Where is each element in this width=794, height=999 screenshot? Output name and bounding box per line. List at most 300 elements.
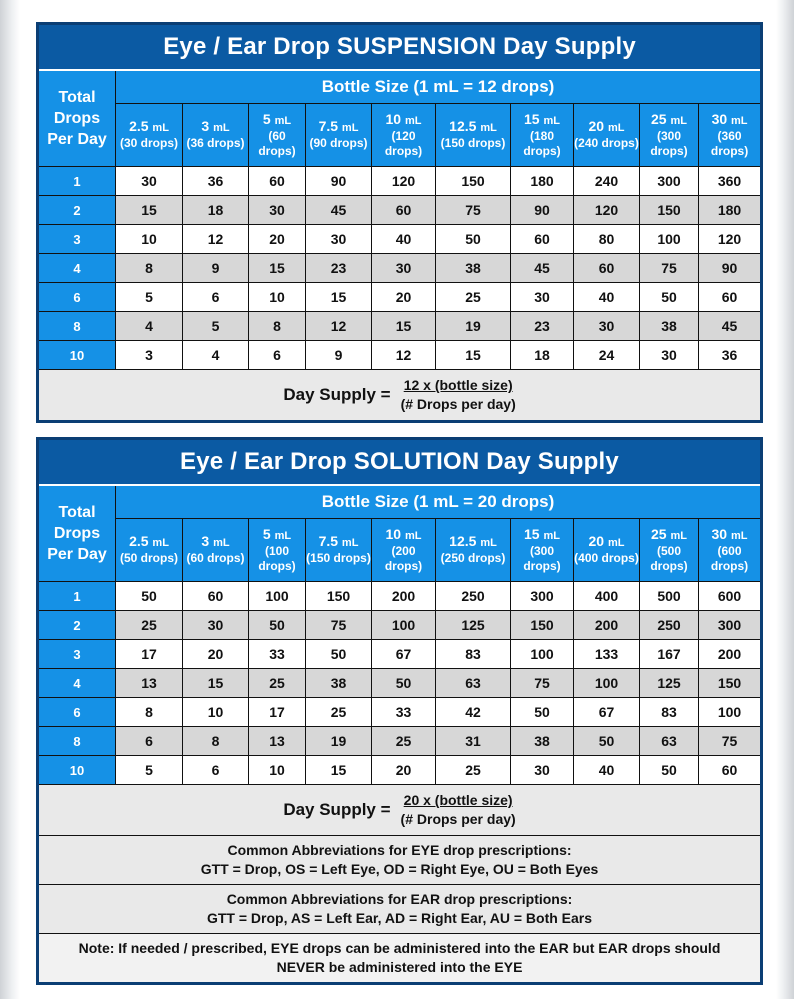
suspension-chart bbox=[36, 22, 763, 423]
day-supply-cell: 18 bbox=[183, 196, 249, 225]
size-header-cell bbox=[511, 519, 574, 582]
size-ml bbox=[574, 119, 639, 136]
day-supply-cell: 125 bbox=[436, 611, 511, 640]
size-ml-value: 10 bbox=[385, 110, 402, 127]
ear-abbrev-text: GTT = Drop, AS = Left Ear, AD = Right Ear, AU = Both Ears bbox=[206, 910, 593, 926]
bottle-size-header: Bottle Size (1 mL = 20 drops) bbox=[116, 485, 762, 519]
day-supply-cell: 133 bbox=[574, 640, 640, 669]
formula-fraction bbox=[401, 376, 516, 414]
bottle-size-header: Bottle Size (1 mL = 12 drops) bbox=[116, 70, 762, 104]
warning-line-1: Note: If needed / prescribed, EYE drops can be administered into the EAR but EAR drops should bbox=[78, 940, 721, 956]
eye-abbrev-title: Common Abbreviations for EYE drop prescriptions: bbox=[227, 842, 572, 858]
size-drops: (200 drops) bbox=[384, 543, 423, 573]
size-drops: (400 drops) bbox=[574, 551, 639, 565]
size-drops: (60 drops) bbox=[186, 551, 245, 565]
size-drops: (180 drops) bbox=[523, 128, 561, 158]
day-supply-cell: 300 bbox=[511, 582, 574, 611]
day-supply-cell: 13 bbox=[116, 669, 183, 698]
day-supply-cell: 150 bbox=[511, 611, 574, 640]
size-ml-unit: mL bbox=[152, 537, 169, 549]
day-supply-cell: 60 bbox=[372, 196, 436, 225]
formula-row bbox=[38, 370, 762, 422]
size-header-cell bbox=[249, 519, 306, 582]
size-header-cell bbox=[116, 104, 183, 167]
table-row bbox=[38, 640, 762, 669]
day-supply-cell: 15 bbox=[306, 756, 372, 785]
day-supply-cell: 20 bbox=[372, 756, 436, 785]
table-row bbox=[38, 698, 762, 727]
day-supply-cell: 33 bbox=[372, 698, 436, 727]
size-header-cell bbox=[436, 519, 511, 582]
drops-per-day-cell: 10 bbox=[38, 341, 116, 370]
day-supply-cell: 180 bbox=[511, 167, 574, 196]
day-supply-cell: 90 bbox=[511, 196, 574, 225]
drops-per-day-cell: 6 bbox=[38, 698, 116, 727]
day-supply-cell: 31 bbox=[436, 727, 511, 756]
size-ml-unit: mL bbox=[404, 114, 422, 127]
corner-label-line: Total bbox=[58, 89, 96, 106]
size-ml bbox=[249, 527, 305, 544]
day-supply-cell: 45 bbox=[699, 312, 762, 341]
total-drops-per-day-header bbox=[38, 70, 116, 167]
warning-note bbox=[38, 934, 762, 984]
size-drops: (240 drops) bbox=[574, 136, 639, 150]
size-ml-value: 25 bbox=[651, 525, 667, 542]
notes-body bbox=[38, 836, 762, 984]
day-supply-cell: 8 bbox=[116, 698, 183, 727]
day-supply-cell: 150 bbox=[699, 669, 762, 698]
day-supply-cell: 60 bbox=[699, 756, 762, 785]
size-ml-value: 15 bbox=[524, 110, 540, 127]
day-supply-cell: 200 bbox=[574, 611, 640, 640]
size-ml bbox=[249, 112, 305, 129]
size-header-cell bbox=[436, 104, 511, 167]
day-supply-cell: 40 bbox=[574, 283, 640, 312]
day-supply-cell: 10 bbox=[116, 225, 183, 254]
size-drops: (60 drops) bbox=[258, 128, 296, 158]
day-supply-cell: 60 bbox=[574, 254, 640, 283]
size-ml bbox=[436, 119, 510, 136]
day-supply-cell: 30 bbox=[249, 196, 306, 225]
drops-per-day-cell: 8 bbox=[38, 727, 116, 756]
drops-per-day-cell: 2 bbox=[38, 611, 116, 640]
size-header-cell bbox=[640, 104, 699, 167]
size-drops: (90 drops) bbox=[309, 136, 368, 150]
size-drops: (300 drops) bbox=[650, 128, 688, 158]
title-row bbox=[38, 24, 762, 71]
drops-per-day-cell: 8 bbox=[38, 312, 116, 341]
size-drops: (300 drops) bbox=[523, 543, 561, 573]
day-supply-cell: 80 bbox=[574, 225, 640, 254]
day-supply-cell: 75 bbox=[511, 669, 574, 698]
day-supply-cell: 150 bbox=[640, 196, 699, 225]
table-row bbox=[38, 727, 762, 756]
formula-denominator: (# Drops per day) bbox=[400, 396, 516, 412]
size-header-row bbox=[38, 519, 762, 582]
day-supply-cell: 8 bbox=[116, 254, 183, 283]
drops-per-day-cell: 3 bbox=[38, 640, 116, 669]
day-supply-cell: 10 bbox=[249, 283, 306, 312]
day-supply-cell: 67 bbox=[574, 698, 640, 727]
day-supply-cell: 50 bbox=[436, 225, 511, 254]
day-supply-cell: 150 bbox=[306, 582, 372, 611]
size-drops: (150 drops) bbox=[306, 551, 371, 565]
day-supply-cell: 60 bbox=[183, 582, 249, 611]
size-ml-unit: mL bbox=[213, 537, 230, 549]
size-ml bbox=[511, 527, 573, 544]
formula-fraction bbox=[401, 791, 516, 829]
corner-label-line: Drops bbox=[53, 525, 101, 542]
day-supply-cell: 50 bbox=[116, 582, 183, 611]
day-supply-cell: 33 bbox=[249, 640, 306, 669]
day-supply-cell: 12 bbox=[183, 225, 249, 254]
day-supply-cell: 75 bbox=[640, 254, 699, 283]
day-supply-cell: 90 bbox=[306, 167, 372, 196]
day-supply-cell: 10 bbox=[183, 698, 249, 727]
size-header-row bbox=[38, 104, 762, 167]
warning-line-2: NEVER be administered into the EYE bbox=[276, 959, 523, 975]
day-supply-cell: 50 bbox=[306, 640, 372, 669]
size-ml-value: 30 bbox=[711, 110, 728, 127]
day-supply-cell: 60 bbox=[249, 167, 306, 196]
day-supply-cell: 38 bbox=[640, 312, 699, 341]
formula-row bbox=[38, 785, 762, 836]
day-supply-cell: 38 bbox=[511, 727, 574, 756]
eye-abbreviations bbox=[38, 836, 762, 885]
day-supply-formula bbox=[283, 791, 515, 829]
day-supply-cell: 200 bbox=[699, 640, 762, 669]
size-drops: (36 drops) bbox=[186, 136, 245, 150]
corner-label-line: Per Day bbox=[47, 131, 107, 148]
size-header-cell bbox=[699, 519, 762, 582]
size-ml-unit: mL bbox=[480, 122, 497, 134]
corner-label-line: Drops bbox=[53, 110, 101, 127]
size-ml-value: 20 bbox=[588, 118, 605, 134]
size-header-cell bbox=[306, 519, 372, 582]
size-drops: (600 drops) bbox=[710, 543, 749, 573]
title-row bbox=[38, 439, 762, 486]
day-supply-cell: 250 bbox=[436, 582, 511, 611]
size-header-cell bbox=[183, 519, 249, 582]
size-header-cell bbox=[372, 104, 436, 167]
size-ml-unit: mL bbox=[341, 537, 359, 549]
size-ml-unit: mL bbox=[607, 122, 625, 134]
formula-numerator: 20 x (bottle size) bbox=[403, 792, 513, 808]
day-supply-cell: 36 bbox=[183, 167, 249, 196]
size-ml bbox=[511, 112, 573, 129]
day-supply-cell: 100 bbox=[372, 611, 436, 640]
day-supply-cell: 36 bbox=[699, 341, 762, 370]
drops-per-day-cell: 2 bbox=[38, 196, 116, 225]
size-ml bbox=[372, 112, 435, 129]
size-ml-value: 2.5 bbox=[129, 533, 149, 549]
day-supply-cell: 50 bbox=[372, 669, 436, 698]
day-supply-cell: 18 bbox=[511, 341, 574, 370]
size-ml bbox=[306, 119, 371, 136]
size-ml bbox=[306, 534, 371, 551]
day-supply-cell: 63 bbox=[640, 727, 699, 756]
size-ml bbox=[699, 527, 760, 544]
day-supply-cell: 24 bbox=[574, 341, 640, 370]
table-row bbox=[38, 582, 762, 611]
day-supply-cell: 15 bbox=[249, 254, 306, 283]
size-ml-unit: mL bbox=[543, 529, 560, 542]
day-supply-cell: 100 bbox=[249, 582, 306, 611]
day-supply-cell: 45 bbox=[306, 196, 372, 225]
day-supply-cell: 30 bbox=[306, 225, 372, 254]
size-ml-unit: mL bbox=[543, 114, 560, 127]
drops-per-day-cell: 3 bbox=[38, 225, 116, 254]
table-row bbox=[38, 669, 762, 698]
bottle-size-row bbox=[38, 70, 762, 104]
day-supply-cell: 20 bbox=[183, 640, 249, 669]
day-supply-cell: 90 bbox=[699, 254, 762, 283]
day-supply-cell: 25 bbox=[249, 669, 306, 698]
size-ml-value: 7.5 bbox=[318, 533, 339, 549]
day-supply-cell: 6 bbox=[249, 341, 306, 370]
day-supply-cell: 20 bbox=[372, 283, 436, 312]
size-ml-unit: mL bbox=[274, 529, 292, 542]
size-header-cell bbox=[574, 519, 640, 582]
size-ml-unit: mL bbox=[341, 122, 359, 134]
corner-label-line: Total bbox=[58, 504, 96, 521]
day-supply-cell: 23 bbox=[511, 312, 574, 341]
size-ml-unit: mL bbox=[404, 529, 422, 542]
day-supply-cell: 19 bbox=[436, 312, 511, 341]
day-supply-cell: 125 bbox=[640, 669, 699, 698]
day-supply-cell: 9 bbox=[183, 254, 249, 283]
day-supply-cell: 30 bbox=[116, 167, 183, 196]
day-supply-cell: 17 bbox=[249, 698, 306, 727]
size-ml-value: 12.5 bbox=[449, 533, 477, 549]
day-supply-cell: 38 bbox=[436, 254, 511, 283]
size-header-cell bbox=[116, 519, 183, 582]
day-supply-cell: 25 bbox=[436, 283, 511, 312]
day-supply-cell: 63 bbox=[436, 669, 511, 698]
day-supply-cell: 20 bbox=[249, 225, 306, 254]
size-ml bbox=[436, 534, 510, 551]
day-supply-cell: 50 bbox=[249, 611, 306, 640]
size-ml-unit: mL bbox=[731, 114, 748, 127]
day-supply-cell: 30 bbox=[183, 611, 249, 640]
day-supply-cell: 9 bbox=[306, 341, 372, 370]
size-ml-value: 15 bbox=[524, 525, 540, 542]
day-supply-cell: 15 bbox=[116, 196, 183, 225]
size-ml-value: 2.5 bbox=[129, 118, 149, 134]
day-supply-cell: 120 bbox=[372, 167, 436, 196]
day-supply-cell: 12 bbox=[372, 341, 436, 370]
table-row bbox=[38, 341, 762, 370]
formula-lhs: Day Supply = bbox=[283, 800, 391, 819]
day-supply-cell: 250 bbox=[640, 611, 699, 640]
size-ml-value: 5 bbox=[262, 525, 271, 542]
table-row bbox=[38, 196, 762, 225]
chart-title: Eye / Ear Drop SOLUTION Day Supply bbox=[38, 439, 762, 486]
day-supply-cell: 15 bbox=[372, 312, 436, 341]
day-supply-cell: 23 bbox=[306, 254, 372, 283]
formula-numerator: 12 x (bottle size) bbox=[403, 377, 513, 393]
ear-abbrev-title: Common Abbreviations for EAR drop prescriptions: bbox=[226, 891, 573, 907]
day-supply-cell: 5 bbox=[116, 756, 183, 785]
day-supply-cell: 12 bbox=[306, 312, 372, 341]
day-supply-cell: 25 bbox=[306, 698, 372, 727]
drops-per-day-cell: 6 bbox=[38, 283, 116, 312]
page-edge-left bbox=[0, 0, 20, 999]
day-supply-cell: 30 bbox=[511, 756, 574, 785]
suspension-body bbox=[38, 24, 762, 422]
day-supply-cell: 30 bbox=[574, 312, 640, 341]
day-supply-cell: 50 bbox=[574, 727, 640, 756]
day-supply-cell: 400 bbox=[574, 582, 640, 611]
day-supply-cell: 38 bbox=[306, 669, 372, 698]
day-supply-cell: 500 bbox=[640, 582, 699, 611]
size-ml-unit: mL bbox=[152, 122, 169, 134]
size-header-cell bbox=[183, 104, 249, 167]
total-drops-per-day-header bbox=[38, 485, 116, 582]
size-drops: (150 drops) bbox=[440, 136, 506, 150]
day-supply-cell: 75 bbox=[306, 611, 372, 640]
drops-per-day-cell: 1 bbox=[38, 167, 116, 196]
size-ml bbox=[116, 119, 182, 136]
size-ml bbox=[574, 534, 639, 551]
size-drops: (50 drops) bbox=[119, 551, 178, 565]
size-drops: (250 drops) bbox=[440, 551, 506, 565]
day-supply-cell: 25 bbox=[116, 611, 183, 640]
day-supply-cell: 40 bbox=[372, 225, 436, 254]
table-row bbox=[38, 611, 762, 640]
size-ml-value: 30 bbox=[711, 525, 728, 542]
day-supply-cell: 4 bbox=[116, 312, 183, 341]
day-supply-cell: 6 bbox=[183, 756, 249, 785]
size-ml-value: 12.5 bbox=[449, 118, 477, 134]
day-supply-cell: 4 bbox=[183, 341, 249, 370]
solution-chart bbox=[36, 437, 763, 985]
day-supply-formula bbox=[283, 376, 515, 414]
size-ml-value: 5 bbox=[262, 110, 271, 127]
day-supply-cell: 200 bbox=[372, 582, 436, 611]
day-supply-cell: 60 bbox=[699, 283, 762, 312]
size-header-cell bbox=[306, 104, 372, 167]
table-row bbox=[38, 254, 762, 283]
size-drops: (120 drops) bbox=[384, 128, 423, 158]
size-ml-value: 25 bbox=[651, 110, 667, 127]
day-supply-cell: 100 bbox=[511, 640, 574, 669]
table-row bbox=[38, 283, 762, 312]
size-header-cell bbox=[249, 104, 306, 167]
day-supply-cell: 60 bbox=[511, 225, 574, 254]
drops-per-day-cell: 4 bbox=[38, 254, 116, 283]
day-supply-cell: 75 bbox=[699, 727, 762, 756]
day-supply-cell: 5 bbox=[183, 312, 249, 341]
day-supply-cell: 100 bbox=[640, 225, 699, 254]
page-edge-right bbox=[776, 0, 794, 999]
size-drops: (100 drops) bbox=[258, 543, 296, 573]
size-drops: (30 drops) bbox=[119, 136, 178, 150]
day-supply-cell: 42 bbox=[436, 698, 511, 727]
size-ml bbox=[640, 527, 698, 544]
day-supply-cell: 167 bbox=[640, 640, 699, 669]
formula-lhs: Day Supply = bbox=[283, 385, 391, 404]
table-row bbox=[38, 225, 762, 254]
size-ml bbox=[183, 119, 248, 136]
table-row bbox=[38, 167, 762, 196]
size-ml-unit: mL bbox=[480, 537, 497, 549]
day-supply-cell: 5 bbox=[116, 283, 183, 312]
day-supply-cell: 300 bbox=[699, 611, 762, 640]
day-supply-cell: 100 bbox=[699, 698, 762, 727]
formula-cell bbox=[38, 785, 762, 836]
size-ml bbox=[699, 112, 760, 129]
ear-abbreviations bbox=[38, 885, 762, 934]
day-supply-cell: 83 bbox=[436, 640, 511, 669]
size-ml-value: 10 bbox=[385, 525, 402, 542]
day-supply-cell: 240 bbox=[574, 167, 640, 196]
size-ml-unit: mL bbox=[730, 529, 748, 542]
day-supply-cell: 30 bbox=[511, 283, 574, 312]
day-supply-cell: 360 bbox=[699, 167, 762, 196]
day-supply-cell: 50 bbox=[511, 698, 574, 727]
size-ml-value: 3 bbox=[201, 118, 210, 134]
size-drops: (360 drops) bbox=[710, 128, 749, 158]
day-supply-cell: 6 bbox=[116, 727, 183, 756]
day-supply-cell: 600 bbox=[699, 582, 762, 611]
day-supply-cell: 75 bbox=[436, 196, 511, 225]
day-supply-cell: 30 bbox=[372, 254, 436, 283]
bottle-size-row bbox=[38, 485, 762, 519]
day-supply-cell: 50 bbox=[640, 756, 699, 785]
day-supply-cell: 8 bbox=[183, 727, 249, 756]
day-supply-cell: 25 bbox=[372, 727, 436, 756]
day-supply-cell: 120 bbox=[574, 196, 640, 225]
formula-denominator: (# Drops per day) bbox=[400, 811, 516, 827]
day-supply-cell: 15 bbox=[306, 283, 372, 312]
size-ml bbox=[640, 112, 698, 129]
corner-label-line: Per Day bbox=[47, 546, 107, 563]
solution-body bbox=[38, 439, 762, 836]
size-ml-value: 20 bbox=[588, 533, 605, 549]
day-supply-cell: 45 bbox=[511, 254, 574, 283]
size-ml-unit: mL bbox=[607, 537, 625, 549]
table-row bbox=[38, 756, 762, 785]
day-supply-cell: 40 bbox=[574, 756, 640, 785]
day-supply-cell: 150 bbox=[436, 167, 511, 196]
day-supply-cell: 15 bbox=[436, 341, 511, 370]
day-supply-cell: 50 bbox=[640, 283, 699, 312]
day-supply-cell: 15 bbox=[183, 669, 249, 698]
chart-title: Eye / Ear Drop SUSPENSION Day Supply bbox=[38, 24, 762, 71]
size-header-cell bbox=[699, 104, 762, 167]
size-ml-unit: mL bbox=[274, 114, 292, 127]
day-supply-cell: 120 bbox=[699, 225, 762, 254]
size-header-cell bbox=[372, 519, 436, 582]
size-ml-unit: mL bbox=[670, 114, 687, 127]
day-supply-cell: 3 bbox=[116, 341, 183, 370]
size-ml bbox=[183, 534, 248, 551]
day-supply-cell: 300 bbox=[640, 167, 699, 196]
size-ml-unit: mL bbox=[670, 529, 687, 542]
day-supply-cell: 19 bbox=[306, 727, 372, 756]
drops-per-day-cell: 10 bbox=[38, 756, 116, 785]
day-supply-cell: 100 bbox=[574, 669, 640, 698]
size-ml bbox=[116, 534, 182, 551]
size-ml-value: 3 bbox=[201, 533, 210, 549]
size-header-cell bbox=[511, 104, 574, 167]
day-supply-cell: 10 bbox=[249, 756, 306, 785]
drops-per-day-cell: 1 bbox=[38, 582, 116, 611]
formula-cell bbox=[38, 370, 762, 422]
size-ml-unit: mL bbox=[213, 122, 230, 134]
day-supply-cell: 25 bbox=[436, 756, 511, 785]
